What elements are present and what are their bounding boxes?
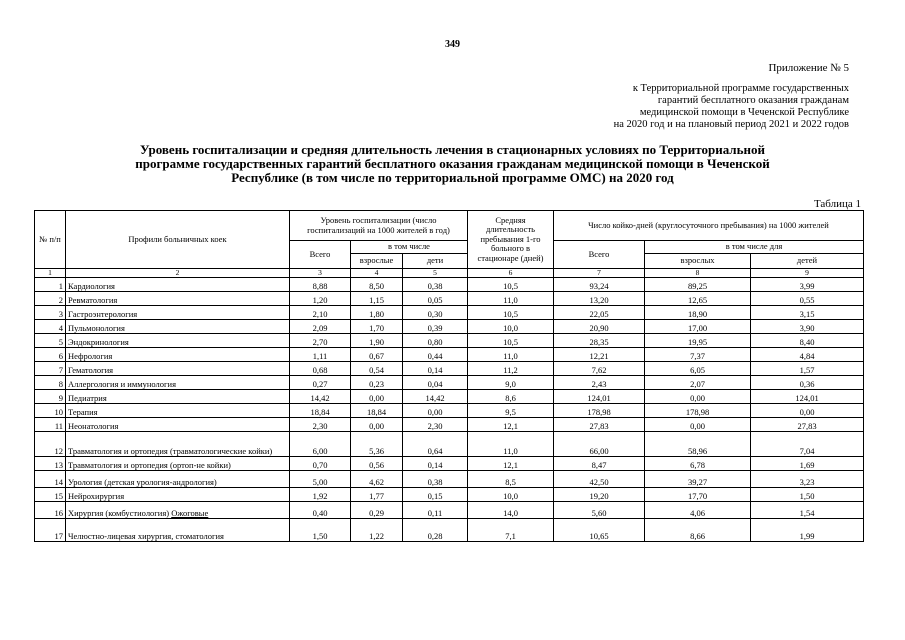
bed-days-adults: 0,00	[645, 390, 751, 404]
bed-days-total: 93,24	[554, 278, 645, 292]
table-row	[35, 404, 864, 418]
title-line: Республике (в том числе по территориальной программе ОМС) на 2020 год	[231, 170, 674, 185]
hosp-adults: 4,62	[351, 471, 403, 488]
hosp-children: 0,80	[403, 334, 468, 348]
hosp-adults: 5,36	[351, 432, 403, 457]
avg-duration: 9,5	[468, 404, 554, 418]
hosp-children: 0,38	[403, 471, 468, 488]
avg-duration: 10,5	[468, 334, 554, 348]
profile-name: Эндокринология	[66, 334, 290, 348]
header-avg-duration: Средняя длительность пребывания 1-го больного в стационаре (дней)	[468, 211, 554, 269]
header-bed-days: Число койко-дней (круглосуточного пребывания) на 1000 жителей	[554, 211, 864, 241]
hosp-children: 0,00	[403, 404, 468, 418]
bed-days-children: 124,01	[751, 390, 864, 404]
table-row	[35, 488, 864, 502]
column-number: 3	[290, 269, 351, 278]
bed-days-children: 3,23	[751, 471, 864, 488]
row-number: 17	[35, 519, 66, 542]
table-row	[35, 376, 864, 390]
header-children: дети	[403, 254, 468, 269]
profile-name: Пульмонология	[66, 320, 290, 334]
hosp-adults: 18,84	[351, 404, 403, 418]
hosp-children: 0,14	[403, 457, 468, 471]
bed-days-total: 10,65	[554, 519, 645, 542]
hospitalization-table	[34, 210, 864, 542]
header-incl: в том числе	[351, 241, 468, 254]
bed-days-total: 5,60	[554, 502, 645, 519]
hosp-children: 0,04	[403, 376, 468, 390]
table-row	[35, 519, 864, 542]
bed-days-adults: 39,27	[645, 471, 751, 488]
hosp-total: 18,84	[290, 404, 351, 418]
table-row	[35, 292, 864, 306]
avg-duration: 11,0	[468, 432, 554, 457]
bed-days-total: 27,83	[554, 418, 645, 432]
avg-duration: 8,6	[468, 390, 554, 404]
profile-name: Травматология и ортопедия (ортоп-не койки)	[66, 457, 290, 471]
profile-name: Урология (детская урология-андрология)	[66, 471, 290, 488]
row-number: 3	[35, 306, 66, 320]
header-hosp-level: Уровень госпитализации (число госпитализаций на 1000 жителей в год)	[290, 211, 468, 241]
column-number: 8	[645, 269, 751, 278]
avg-duration: 11,2	[468, 362, 554, 376]
profile-name	[66, 502, 290, 519]
bed-days-total: 124,01	[554, 390, 645, 404]
header-incl-for: в том числе для	[645, 241, 864, 254]
bed-days-adults: 17,00	[645, 320, 751, 334]
hosp-total: 1,11	[290, 348, 351, 362]
hosp-total: 1,50	[290, 519, 351, 542]
column-number: 9	[751, 269, 864, 278]
row-number: 12	[35, 432, 66, 457]
bed-days-total: 19,20	[554, 488, 645, 502]
document-title	[60, 143, 845, 185]
profile-name: Аллергология и иммунология	[66, 376, 290, 390]
bed-days-total: 13,20	[554, 292, 645, 306]
hosp-children: 0,44	[403, 348, 468, 362]
bed-days-adults: 6,78	[645, 457, 751, 471]
profile-name: Гематология	[66, 362, 290, 376]
avg-duration: 7,1	[468, 519, 554, 542]
bed-days-children: 1,50	[751, 488, 864, 502]
header-total: Всего	[290, 241, 351, 269]
avg-duration: 9,0	[468, 376, 554, 390]
avg-duration: 11,0	[468, 348, 554, 362]
hosp-children: 0,30	[403, 306, 468, 320]
bed-days-adults: 7,37	[645, 348, 751, 362]
table-row	[35, 278, 864, 292]
column-number: 6	[468, 269, 554, 278]
hosp-adults: 8,50	[351, 278, 403, 292]
appendix-title: Приложение № 5	[768, 62, 849, 74]
bed-days-adults: 17,70	[645, 488, 751, 502]
hosp-total: 2,09	[290, 320, 351, 334]
hosp-adults: 1,90	[351, 334, 403, 348]
hosp-total: 0,40	[290, 502, 351, 519]
row-number: 15	[35, 488, 66, 502]
hosp-children: 0,14	[403, 362, 468, 376]
table-row	[35, 306, 864, 320]
profile-name: Нейрохирургия	[66, 488, 290, 502]
table-row	[35, 418, 864, 432]
profile-name-text: Хирургия (комбустиология)	[68, 507, 170, 518]
bed-days-children: 27,83	[751, 418, 864, 432]
row-number: 7	[35, 362, 66, 376]
hosp-adults: 0,56	[351, 457, 403, 471]
profile-name: Челюстно-лицевая хирургия, стоматология	[66, 519, 290, 542]
hosp-children: 0,28	[403, 519, 468, 542]
bed-days-adults: 2,07	[645, 376, 751, 390]
hosp-total: 0,68	[290, 362, 351, 376]
hosp-adults: 0,29	[351, 502, 403, 519]
hosp-adults: 1,70	[351, 320, 403, 334]
profile-name: Педиатрия	[66, 390, 290, 404]
bed-days-adults: 4,06	[645, 502, 751, 519]
profile-name: Неонатология	[66, 418, 290, 432]
profile-name: Кардиология	[66, 278, 290, 292]
table-row	[35, 471, 864, 488]
table-label: Таблица 1	[813, 198, 861, 210]
bed-days-adults: 89,25	[645, 278, 751, 292]
row-number: 4	[35, 320, 66, 334]
profile-name: Ревматология	[66, 292, 290, 306]
hosp-adults: 0,00	[351, 418, 403, 432]
row-number: 6	[35, 348, 66, 362]
bed-days-children: 7,04	[751, 432, 864, 457]
row-number: 10	[35, 404, 66, 418]
bed-days-children: 0,55	[751, 292, 864, 306]
hosp-total: 2,10	[290, 306, 351, 320]
hosp-children: 2,30	[403, 418, 468, 432]
row-number: 2	[35, 292, 66, 306]
header-num: № п/п	[35, 211, 66, 269]
hosp-total: 0,70	[290, 457, 351, 471]
bed-days-children: 8,40	[751, 334, 864, 348]
bed-days-adults: 58,96	[645, 432, 751, 457]
hosp-adults: 1,15	[351, 292, 403, 306]
table-row	[35, 320, 864, 334]
hosp-total: 8,88	[290, 278, 351, 292]
appendix-line: гарантий бесплатного оказания гражданам	[657, 95, 849, 106]
title-line: Уровень госпитализации и средняя длительность лечения в стационарных условиях по Территориальной	[140, 142, 765, 157]
profile-name: Гастроэнтерология	[66, 306, 290, 320]
avg-duration: 12,1	[468, 418, 554, 432]
hosp-adults: 1,80	[351, 306, 403, 320]
bed-days-adults: 19,95	[645, 334, 751, 348]
avg-duration: 10,5	[468, 306, 554, 320]
appendix-line: медицинской помощи в Чеченской Республике	[639, 107, 849, 118]
bed-days-children: 0,00	[751, 404, 864, 418]
row-number: 13	[35, 457, 66, 471]
profile-name-extra: Ожоговые	[171, 507, 209, 518]
appendix-line: к Территориальной программе государственных	[632, 83, 849, 94]
avg-duration: 10,5	[468, 278, 554, 292]
header-profile: Профили больничных коек	[66, 211, 290, 269]
hosp-adults: 0,23	[351, 376, 403, 390]
hosp-total: 6,00	[290, 432, 351, 457]
header-children: детей	[751, 254, 864, 269]
header-adults: взрослых	[645, 254, 751, 269]
bed-days-children: 3,99	[751, 278, 864, 292]
row-number: 5	[35, 334, 66, 348]
bed-days-children: 1,69	[751, 457, 864, 471]
header-total: Всего	[554, 241, 645, 269]
bed-days-total: 22,05	[554, 306, 645, 320]
profile-name: Нефрология	[66, 348, 290, 362]
bed-days-adults: 8,66	[645, 519, 751, 542]
hosp-adults: 0,67	[351, 348, 403, 362]
bed-days-children: 3,15	[751, 306, 864, 320]
row-number: 14	[35, 471, 66, 488]
bed-days-total: 42,50	[554, 471, 645, 488]
hosp-total: 2,70	[290, 334, 351, 348]
row-number: 1	[35, 278, 66, 292]
column-number: 1	[35, 269, 66, 278]
bed-days-adults: 12,65	[645, 292, 751, 306]
bed-days-adults: 178,98	[645, 404, 751, 418]
hosp-adults: 0,54	[351, 362, 403, 376]
bed-days-children: 1,99	[751, 519, 864, 542]
header-adults: взрослые	[351, 254, 403, 269]
row-number: 9	[35, 390, 66, 404]
table-row	[35, 432, 864, 457]
column-number: 2	[66, 269, 290, 278]
bed-days-total: 8,47	[554, 457, 645, 471]
hosp-children: 0,11	[403, 502, 468, 519]
avg-duration: 8,5	[468, 471, 554, 488]
bed-days-total: 12,21	[554, 348, 645, 362]
bed-days-total: 28,35	[554, 334, 645, 348]
hosp-total: 14,42	[290, 390, 351, 404]
bed-days-children: 1,54	[751, 502, 864, 519]
avg-duration: 11,0	[468, 292, 554, 306]
bed-days-total: 178,98	[554, 404, 645, 418]
column-number: 5	[403, 269, 468, 278]
hosp-children: 14,42	[403, 390, 468, 404]
table-row	[35, 334, 864, 348]
hosp-children: 0,05	[403, 292, 468, 306]
bed-days-adults: 0,00	[645, 418, 751, 432]
hosp-total: 1,92	[290, 488, 351, 502]
table-row	[35, 348, 864, 362]
hosp-children: 0,64	[403, 432, 468, 457]
bed-days-children: 3,90	[751, 320, 864, 334]
bed-days-total: 20,90	[554, 320, 645, 334]
bed-days-total: 7,62	[554, 362, 645, 376]
bed-days-adults: 6,05	[645, 362, 751, 376]
table-row	[35, 457, 864, 471]
hosp-children: 0,39	[403, 320, 468, 334]
hosp-total: 5,00	[290, 471, 351, 488]
appendix-subtitle	[614, 83, 849, 131]
profile-name: Терапия	[66, 404, 290, 418]
avg-duration: 12,1	[468, 457, 554, 471]
hosp-total: 1,20	[290, 292, 351, 306]
appendix-line: на 2020 год и на плановый период 2021 и 2022 годов	[613, 119, 849, 130]
hosp-total: 0,27	[290, 376, 351, 390]
table-row	[35, 362, 864, 376]
bed-days-children: 0,36	[751, 376, 864, 390]
page-number: 349	[445, 39, 460, 50]
bed-days-adults: 18,90	[645, 306, 751, 320]
profile-name: Травматология и ортопедия (травматологические койки)	[66, 432, 290, 457]
table-row	[35, 502, 864, 519]
bed-days-total: 2,43	[554, 376, 645, 390]
title-line: программе государственных гарантий бесплатного оказания гражданам медицинской помощи в Чеченской	[135, 156, 770, 171]
hosp-adults: 1,22	[351, 519, 403, 542]
column-number: 4	[351, 269, 403, 278]
hosp-adults: 0,00	[351, 390, 403, 404]
row-number: 11	[35, 418, 66, 432]
avg-duration: 10,0	[468, 488, 554, 502]
row-number: 16	[35, 502, 66, 519]
avg-duration: 10,0	[468, 320, 554, 334]
bed-days-children: 4,84	[751, 348, 864, 362]
bed-days-children: 1,57	[751, 362, 864, 376]
hosp-adults: 1,77	[351, 488, 403, 502]
bed-days-total: 66,00	[554, 432, 645, 457]
avg-duration: 14,0	[468, 502, 554, 519]
hosp-total: 2,30	[290, 418, 351, 432]
hosp-children: 0,15	[403, 488, 468, 502]
hosp-children: 0,38	[403, 278, 468, 292]
column-number: 7	[554, 269, 645, 278]
row-number: 8	[35, 376, 66, 390]
table-row	[35, 390, 864, 404]
